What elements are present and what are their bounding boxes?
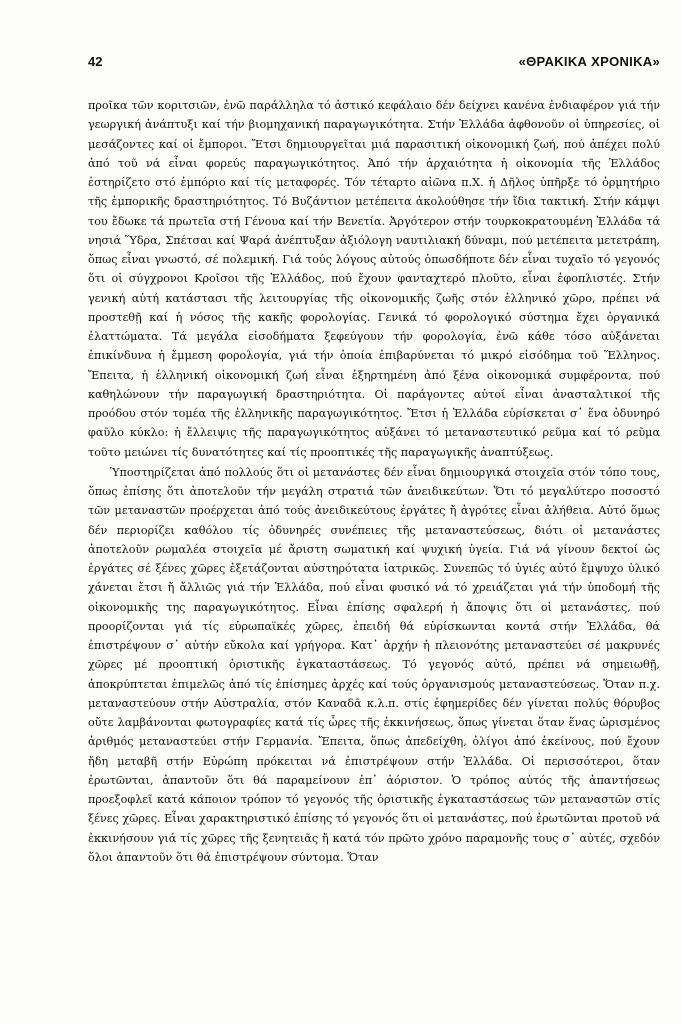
paragraph-1: προῖκα τῶν κοριτσιῶν, ἐνῶ παράλληλα τό ἀστικό κεφάλαιο δέν δείχνει κανένα ἐνδιαφέρον γιά τήν γεωργική ἀνάπτυξι καί τήν βιομηχανική παραγωγικότητα. Στήν Ἑλλάδα ἀφθονοῦν οἱ ὑπηρεσίες, οἱ μεσάζοντες καί οἱ ἔμποροι. Ἔτσι δημιουργεῖται μιά παρασιτική οἰκονομική ζωή, πού ἀπέχει πολύ ἀπό τοῦ νά εἶναι φορεύς παραγωγικότητος. Ἀπό τήν ἀρχαιότητα ἡ οἰκονομία τῆς Ἑλλάδος ἐστηρίζετο στό ἐμπόριο καί τίς μεταφορές. Τόν τέταρτο αἰῶνα π.Χ. ἡ Δῆλος ὑπῆρξε τό ὁρμητήριο τῆς ἐμπορικῆς δραστηριότητος. Τό Βυζάντιον μετέπειτα ἀκολούθησε τήν ἴδια τακτική. Στήν κάμψι του ἔδωκε τά πρωτεῖα στή Γένουα καί τήν Βενετία. Ἀργότερον στήν τουρκοκρατουμένη Ἑλλάδα τά νησιά Ὕδρα, Σπέτσαι καί Ψαρά ἀνέπτυξαν ἀξιόλογη ναυτιλιακή δύναμι, πού μετέπειτα μετετράπη, ὅπως εἶναι γνωστό, σέ πολεμική. Γιά τούς λόγους αὐτούς ὁπωσδήποτε δέν εἶναι τυχαῖο τό γεγονός ὅτι οἱ σύγχρονοι Κροῖσοι τῆς Ἑλλάδος, πού ἔχουν φανταχτερό πλοῦτο, εἶναι ἐφοπλιστές. Στήν γενική αὐτή κατάστασι τῆς λειτουργίας τῆς οἰκονομικῆς ζωῆς στόν ἑλληνικό χῶρο, πρέπει νά προστεθῇ καί ἡ νόσος τῆς κακῆς φορολογίας. Γενικά τό φορολογικό σύστημα ἔχει ὀργανικά ἐλαττώματα. Τά μεγάλα εἰσοδήματα ξεφεύγουν τήν φορολογία, ἐνῶ κάθε τόσο αὐξάνεται ἐπικίνδυνα ἡ ἔμμεση φορολογία, γιά τήν ὁποία ἐπιβαρύνεται τό μικρό εἰσόδημα τοῦ Ἕλληνος. Ἔπειτα, ἡ ἑλληνική οἰκονομική ζωή εἶναι ἐξηρτημένη ἀπό ξένα οἰκονομικά συμφέροντα, πού καθηλώνουν τήν παραγωγική δραστηριότητα. Οἱ παράγοντες αὐτοί εἶναι ἀνασταλτικοί τῆς προόδου στόν τομέα τῆς ἑλληνικῆς παραγωγικότητος. Ἔτσι ἡ Ἑλλάδα εὑρίσκεται σ᾽ ἕνα ὀδυνηρό φαῦλο κύκλο: ἡ ἔλλειψις τῆς παραγωγικότητος αὐξάνει τό μεταναστευτικό ρεῦμα καί τό ρεῦμα τοῦτο μειώνει τίς δυνατότητες καί τίς προοπτικές τῆς παραγωγικῆς ἀναπτύξεως. [88,99,660,459]
body-text [88,96,660,867]
journal-title: «ΘΡΑΚΙΚΑ ΧΡΟΝΙΚΑ» [518,54,660,69]
running-header [88,52,660,72]
page-number: 42 [88,54,103,69]
paragraph-2: Ὑποστηρίζεται ἀπό πολλούς ὅτι οἱ μετανάστες δέν εἶναι δημιουργικά στοιχεῖα στόν τόπο τους, ὅπως ἐπίσης ὅτι ἀποτελοῦν τήν μεγάλη στρατιά τῶν ἀνειδικεύτων. Ὅτι τό μεγαλύτερο ποσοστό τῶν μεταναστῶν προέρχεται ἀπό τούς ἀνειδικεύτους ἐργάτες ἤ ἀγρότες εἶναι ἀλήθεια. Αὐτό ὅμως δέν περιορίζει καθόλου τίς ὀδυνηρές συνέπειες τῆς μεταναστεύσεως, διότι οἱ μετανάστες ἀποτελοῦν ρωμαλέα στοιχεῖα μέ ἄριστη σωματική καί ψυχική ὑγεία. Γιά νά γίνουν δεκτοί ὡς ἐργάτες σέ ξένες χῶρες ἐξετάζονται αὐστηρότατα ἰατρικῶς. Συνεπῶς τό ὑγιές αὐτό ἔμψυχο ὑλικό χάνεται ἔτσι ἤ ἄλλιῶς γιά τήν Ἑλλάδα, πού εἶναι φυσικό νά τό χρειάζεται γιά τήν ὑποδομή τῆς οἰκονομικῆς της παραγωγικότητος. Εἶναι ἐπίσης σφαλερή ἡ ἄποψις ὅτι οἱ μετανάστες, πού προορίζονται γιά τίς εὐρωπαϊκές χῶρες, ἐπειδή θά εὑρίσκωνται κοντά στήν Ἑλλάδα, θά ἐπιστρέψουν σ᾽ αὐτήν εὔκολα καί γρήγορα. Κατ᾽ ἀρχήν ἡ πλειονότης μεταναστεύει σέ μακρυνές χῶρες μέ προοπτική ὁριστικῆς ἐγκαταστάσεως. Τό γεγονός αὐτό, πρέπει νά σημειωθῇ, ἀποκρύπτεται ἐπιμελῶς ἀπό τίς ἐπίσημες ἀρχές καί τούς ὀργανισμούς μεταναστεύσεως. Ὅταν π.χ. μεταναστεύουν στήν Αὐστραλία, στόν Καναδᾶ κ.λ.π. στίς ἐφημερίδες δέν γίνεται πολύς θόρυβος οὔτε λαμβάνονται φωτογραφίες κατά τίς ὧρες τῆς ἐκκινήσεως, ὅπως γίνεται ὅταν ἕνας ὡρισμένος ἀριθμός μεταναστεύει στήν Γερμανία. Ἔπειτα, ὅπως ἀπεδείχθη, ὀλίγοι ἀπό ἐκείνους, πού ἔχουν ἤδη μεταβῆ στήν Εὐρώπη πρόκειται νά ἐπιστρέψουν στήν Ἑλλάδα. Οἱ περισσότεροι, ὅταν ἐρωτῶνται, ἀπαντοῦν ὅτι θά παραμείνουν ἐπ᾽ ἀόριστον. Ὁ τρόπος αὐτός τῆς ἀπαντήσεως προεξοφλεῖ κατά κάποιον τρόπον τό γεγονός τῆς ὁριστικῆς ἐγκαταστάσεως τῶν μεταναστῶν στίς ξένες χῶρες. Εἶναι χαρακτηριστικό ἐπίσης τό γεγονός ὅτι οἱ μετανάστες, πού ἐρωτῶνται προτοῦ νά ἐκκινήσουν γιά τίς χῶρες τῆς ξενητειᾶς ἤ κατά τόν πρῶτο χρόνο παραμονῆς τους σ᾽ αὐτές, σχεδόν ὅλοι ἀπαντοῦν ὅτι θά ἐπιστρέψουν σύντομα. Ὅταν [88,465,660,864]
